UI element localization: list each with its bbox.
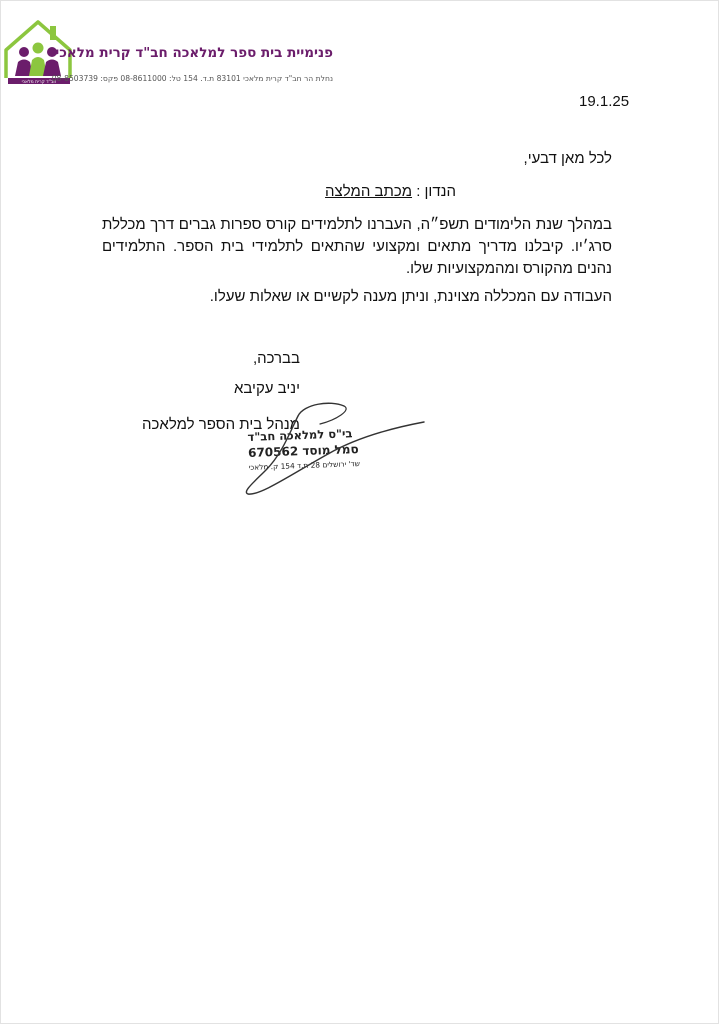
subject-line bbox=[325, 183, 456, 200]
subject-value: מכתב המלצה bbox=[325, 183, 413, 200]
stamp-line-1: בי"ס למלאכה חב"ד bbox=[247, 426, 353, 444]
closing-blessing: בברכה, bbox=[252, 350, 300, 367]
logo-text: חב"ד קרית מלאכי bbox=[21, 80, 57, 85]
subject-label: הנדון : bbox=[416, 183, 456, 200]
closing-paragraph: העבודה עם המכללה מצוינת, וניתן מענה לקשיים או שאלות שעלו. bbox=[209, 288, 612, 305]
handwritten-signature bbox=[232, 398, 428, 498]
body-paragraph: במהלך שנת הלימודים תשפ״ה, העברנו לתלמידים קורס ספרות גברים דרך מכללת סרג׳יו. קיבלנו מדריך מתאים ומקצועי שהתאים לתלמידי בית הספר. התלמידים נהנים מהקורס ומהמקצועיות שלו. bbox=[102, 216, 612, 277]
stamp-line-3: שד' ירושלים 28 ת.ד 154 ק. מלאכי bbox=[248, 459, 361, 472]
stamp-line-2: סמל מוסד 670562 bbox=[247, 442, 359, 460]
organization-address: נחלת הר חב"ד קרית מלאכי 83101 ת.ד. 154 טל: 08-8611000 פקס: 08-8503739 bbox=[51, 74, 333, 83]
signer-name: יניב עקיבא bbox=[233, 380, 300, 397]
letter-date: 19.1.25 bbox=[579, 93, 630, 110]
signer-role: מנהל בית הספר למלאכה bbox=[142, 416, 300, 433]
letter-greeting: לכל מאן דבעי, bbox=[523, 150, 612, 167]
organization-name: פנימיית בית ספר למלאכה חב"ד קרית מלאכי bbox=[55, 45, 333, 61]
